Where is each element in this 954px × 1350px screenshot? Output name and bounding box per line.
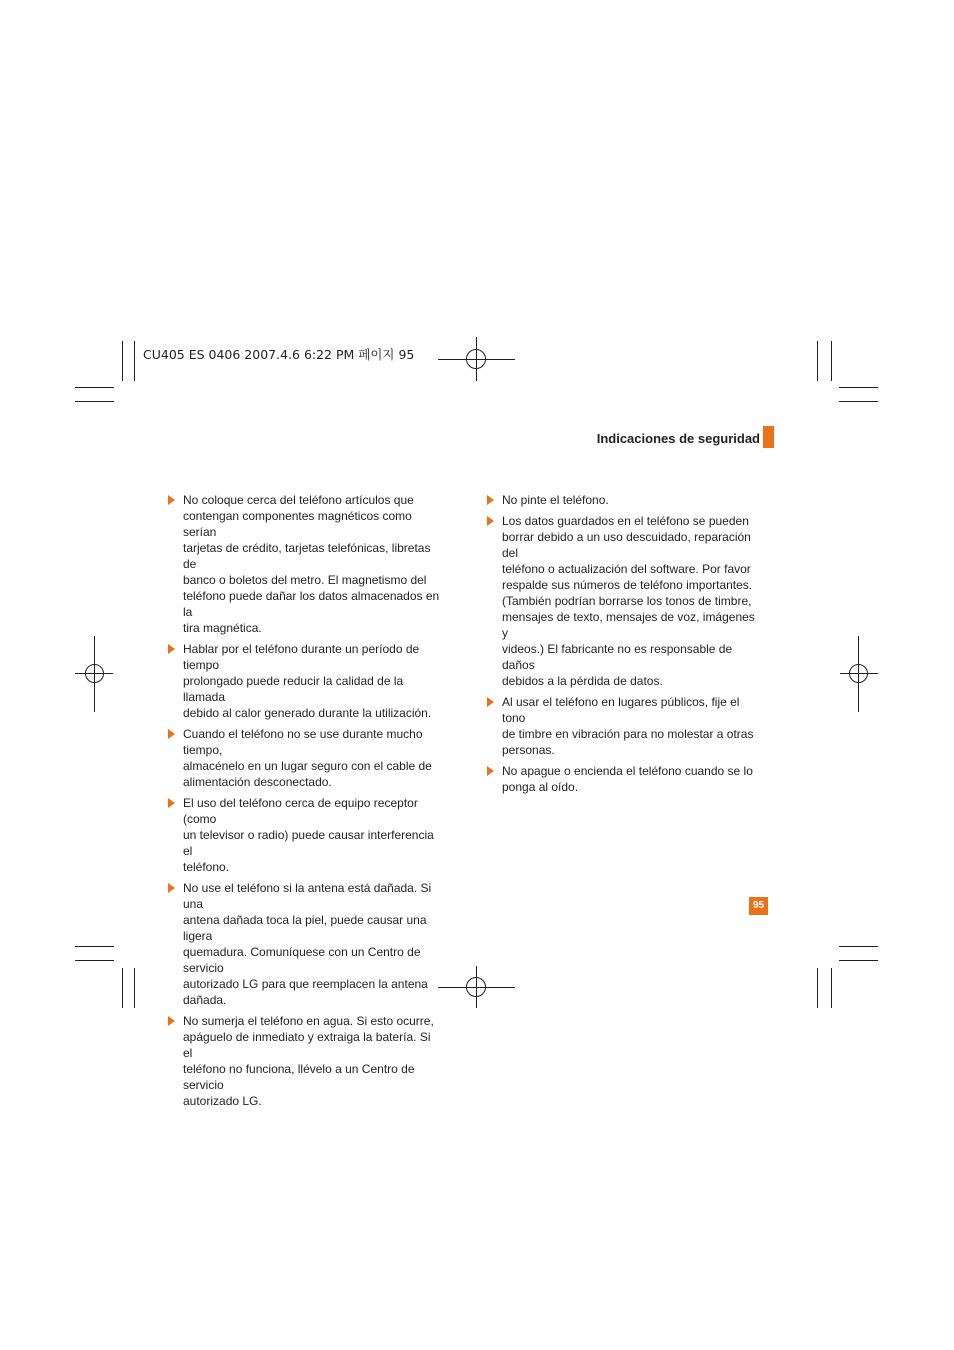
bullet-arrow-icon xyxy=(487,516,494,526)
crop-mark-line xyxy=(817,968,818,1008)
crop-mark-line xyxy=(122,968,123,1008)
section-title: Indicaciones de seguridad xyxy=(596,431,760,446)
bullet-arrow-icon xyxy=(168,1016,175,1026)
bullet-arrow-icon xyxy=(487,766,494,776)
crop-mark-line xyxy=(831,341,832,381)
page-number-badge: 95 xyxy=(749,897,768,915)
list-item-text: No apague o encienda el teléfono cuando se lo ponga al oído. xyxy=(502,764,753,794)
crop-mark-line xyxy=(75,401,114,402)
left-column xyxy=(168,492,443,1114)
list-item-text: No sumerja el teléfono en agua. Si esto ocurre, apáguelo de inmediato y extraiga la batería. Si el teléfono no funciona, llévelo a un Centro de servicio autorizado LG. xyxy=(183,1014,434,1108)
right-column xyxy=(487,492,762,800)
bullet-arrow-icon xyxy=(168,644,175,654)
list-item-text: No use el teléfono si la antena está dañada. Si una antena dañada toca la piel, puede causar una ligera quemadura. Comuníquese con un Centro de servicio autorizado LG para que reemplacen la antena dañada. xyxy=(183,881,432,1007)
bullet-arrow-icon xyxy=(168,729,175,739)
bullet-arrow-icon xyxy=(168,798,175,808)
crop-mark-line xyxy=(831,968,832,1008)
list-item xyxy=(168,641,443,721)
registration-mark-circle xyxy=(466,977,486,997)
list-item xyxy=(168,880,443,1008)
list-item xyxy=(487,763,762,795)
crop-mark-line xyxy=(75,387,114,388)
registration-mark-circle xyxy=(849,664,868,683)
list-item xyxy=(168,492,443,636)
list-item xyxy=(487,492,762,508)
bullet-arrow-icon xyxy=(168,883,175,893)
list-item xyxy=(168,1013,443,1109)
crop-mark-line xyxy=(75,946,114,947)
list-item-text: Hablar por el teléfono durante un período de tiempo prolongado puede reducir la calidad de la llamada debido al calor generado durante la utilización. xyxy=(183,642,432,720)
list-item-text: No pinte el teléfono. xyxy=(502,493,609,507)
list-item-text: Los datos guardados en el teléfono se pueden borrar debido a un uso descuidado, reparación del teléfono o actualización del software. Por favor respalde sus números de teléfono importantes. (También podrían borrarse los tonos de timbre, mensajes de texto, mensajes de voz, imágenes y videos.) El fabricante no es responsable de daños debidos a la pérdida de datos. xyxy=(502,514,755,688)
crop-mark-line xyxy=(75,960,114,961)
list-item-text: El uso del teléfono cerca de equipo receptor (como un televisor o radio) puede causar interferencia el teléfono. xyxy=(183,796,434,874)
bullet-arrow-icon xyxy=(487,697,494,707)
crop-mark-line xyxy=(817,341,818,381)
crop-mark-line xyxy=(122,341,123,381)
crop-mark-line xyxy=(839,960,878,961)
crop-mark-line xyxy=(134,968,135,1008)
crop-mark-line xyxy=(839,401,878,402)
bullet-arrow-icon xyxy=(168,495,175,505)
print-slug: CU405 ES 0406 2007.4.6 6:22 PM 페이지 95 xyxy=(143,347,415,362)
list-item xyxy=(487,694,762,758)
crop-mark-line xyxy=(839,946,878,947)
list-item-text: No coloque cerca del teléfono artículos que contengan componentes magnéticos como serían tarjetas de crédito, tarjetas telefónicas, libretas de banco o boletos del metro. El magnetismo del teléfono puede dañar los datos almacenados en la tira magnética. xyxy=(183,493,440,635)
section-tab-marker xyxy=(763,426,774,448)
list-item-text: Al usar el teléfono en lugares públicos, fije el tono de timbre en vibración para no molestar a otras personas. xyxy=(502,695,754,757)
list-item xyxy=(168,795,443,875)
registration-mark-circle xyxy=(85,664,104,683)
list-item xyxy=(168,726,443,790)
crop-mark-line xyxy=(134,341,135,381)
bullet-arrow-icon xyxy=(487,495,494,505)
list-item xyxy=(487,513,762,689)
list-item-text: Cuando el teléfono no se use durante mucho tiempo, almacénelo en un lugar seguro con el cable de alimentación desconectado. xyxy=(183,727,432,789)
crop-mark-line xyxy=(839,387,878,388)
registration-mark-circle xyxy=(466,349,486,369)
